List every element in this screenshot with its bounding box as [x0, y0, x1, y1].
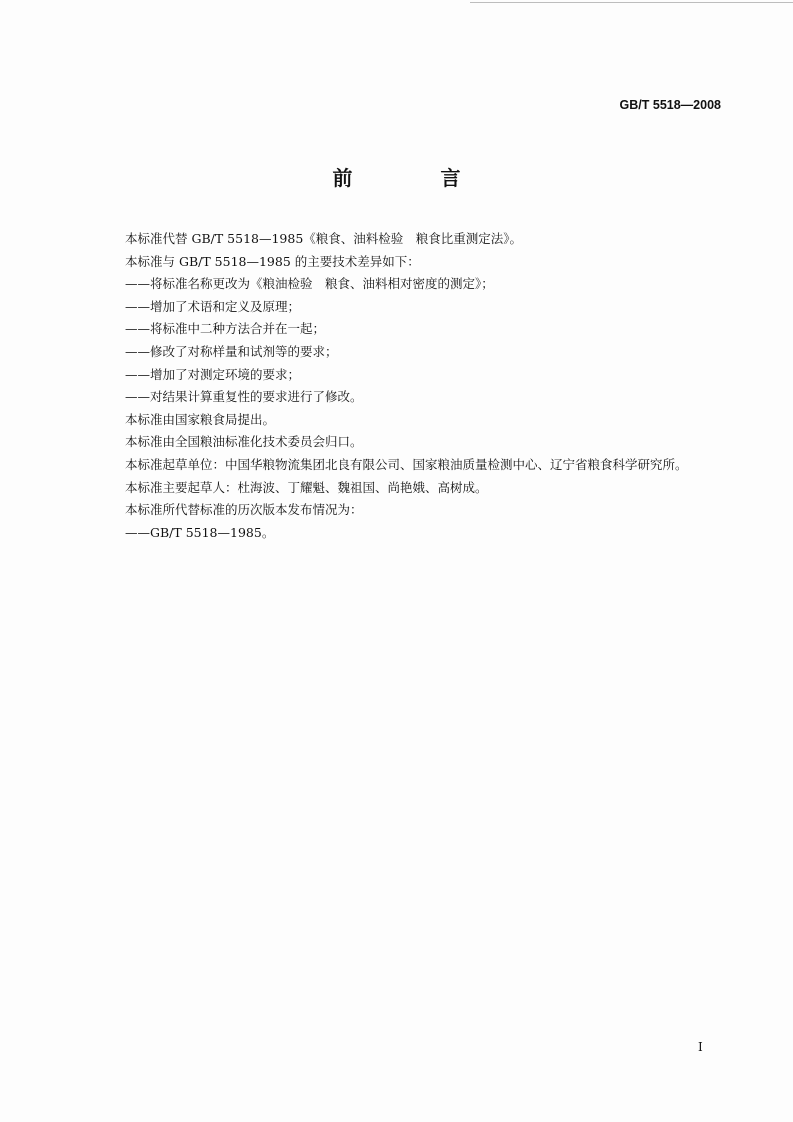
paragraph-history: 本标准所代替标准的历次版本发布情况为： [125, 502, 363, 518]
list-item: ——修改了对称样量和试剂等的要求； [125, 343, 338, 359]
paragraph-differences: 本标准与 GB/T 5518—1985 的主要技术差异如下： [125, 253, 420, 269]
list-item: ——增加了对测定环境的要求； [125, 366, 301, 382]
paragraph-drafters: 本标准主要起草人：杜海波、丁耀魁、魏祖国、尚艳娥、高树成。 [125, 479, 488, 495]
list-item: ——对结果计算重复性的要求进行了修改。 [125, 389, 363, 405]
paragraph-proposer: 本标准由国家粮食局提出。 [125, 411, 276, 427]
page-number: I [698, 1040, 703, 1054]
top-rule [470, 2, 793, 3]
foreword-body [100, 228, 720, 544]
list-item: ——将标准中二种方法合并在一起； [125, 321, 326, 337]
list-item: ——增加了术语和定义及原理； [125, 298, 301, 314]
standard-code: GB/T 5518—2008 [619, 98, 721, 112]
paragraph-committee: 本标准由全国粮油标准化技术委员会归口。 [125, 434, 363, 450]
paragraph-replaces: 本标准代替 GB/T 5518—1985《粮食、油料检验 粮食比重测定法》。 [125, 231, 523, 246]
page-title: 前 言 [332, 166, 495, 190]
paragraph-drafting-units: 本标准起草单位：中国华粮物流集团北良有限公司、国家粮油质量检测中心、辽宁省粮食科学研究所。 [125, 456, 688, 472]
list-item: ——GB/T 5518—1985。 [125, 524, 275, 540]
list-item: ——将标准名称更改为《粮油检验 粮食、油料相对密度的测定》； [125, 276, 494, 292]
